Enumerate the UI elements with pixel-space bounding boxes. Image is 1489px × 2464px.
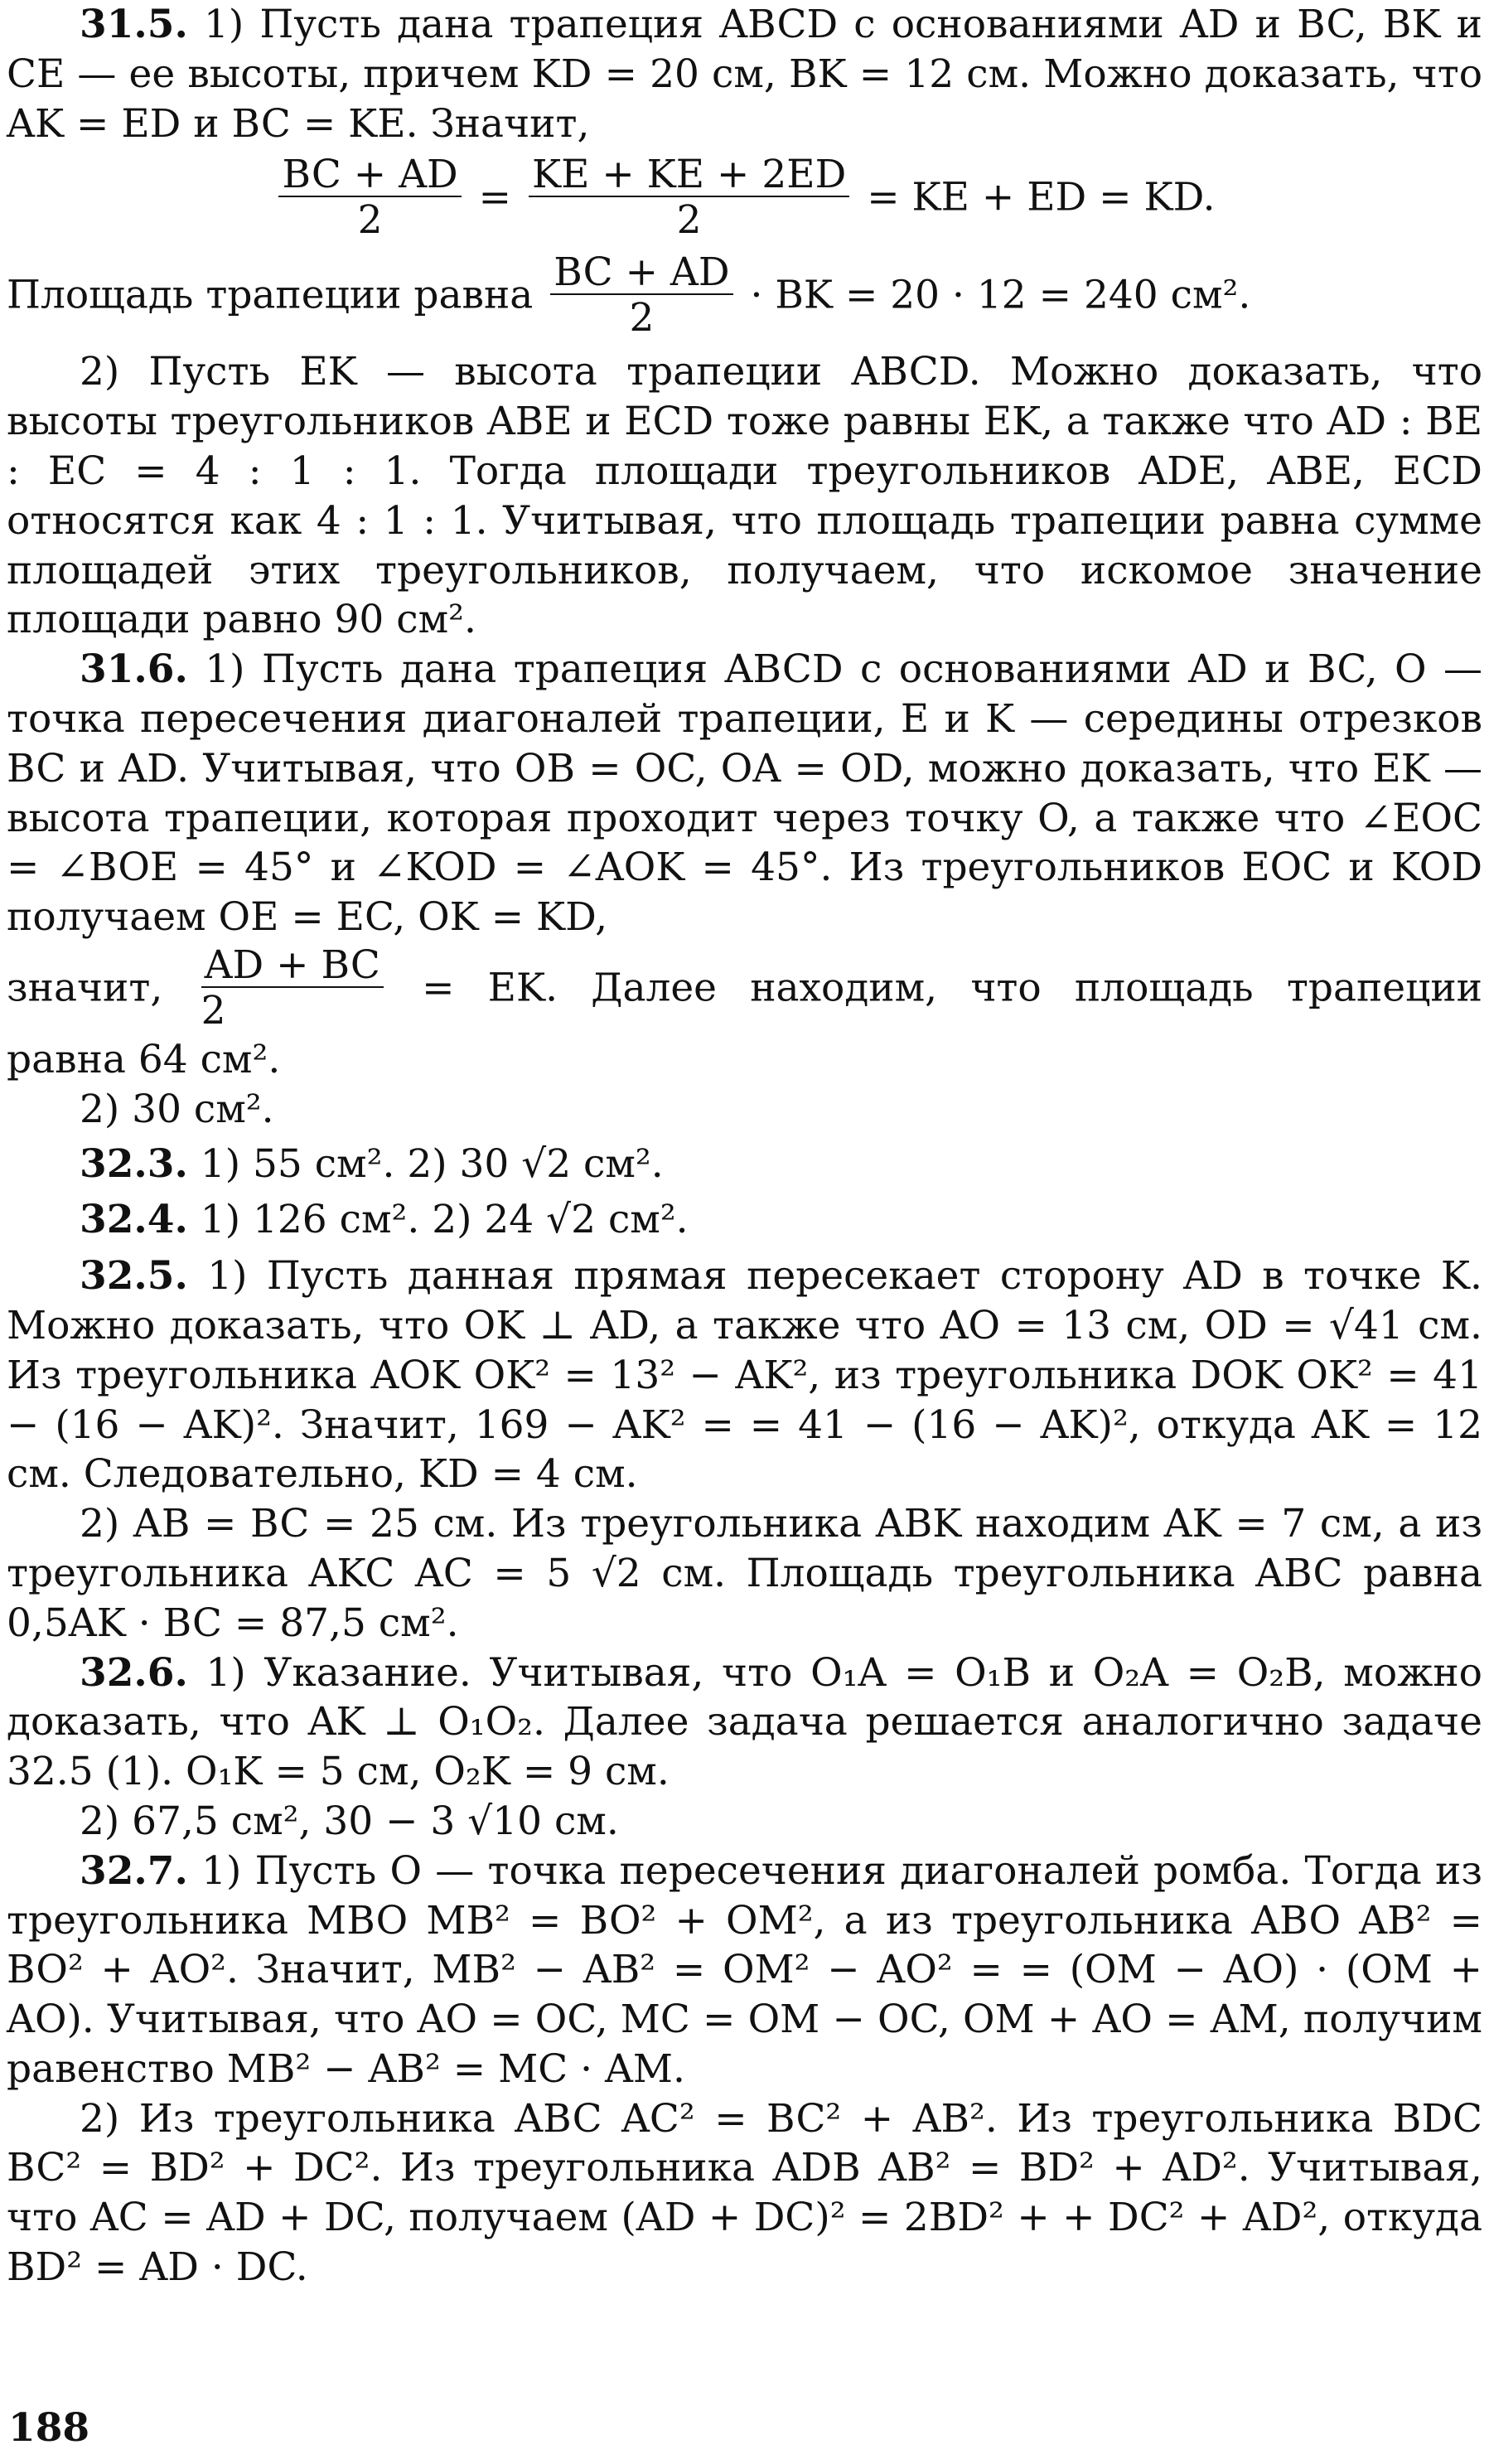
fraction-area [550, 249, 732, 341]
line-text-post: = EK. Далее находим, что площадь трапеции [422, 965, 1482, 1011]
problem-number: 32.6. [80, 1649, 188, 1696]
paragraph-32-6-part-2: 2) 67,5 см², 30 − 3 √10 см. [80, 1798, 619, 1844]
paragraph-31-5-part-2: 2) Пусть EK — высота трапеции ABCD. Можно доказать, что высоты треугольников ABE и ECD тоже равны EK, а также что AD : BE : EC = 4 : 1 : 1. Тогда площади треугольников ADE, ABE, ECD относятся как 4 : 1 : 1. Учитывая, что площадь трапеции равна сумме площадей этих треугольников, получаем, что искомое значение площади равно 90 см². [7, 349, 1482, 643]
paragraph-31-5-part-1 [7, 0, 1482, 148]
fraction-ke-ke-2ed [529, 152, 849, 244]
denominator: 2 [357, 197, 383, 244]
numerator: BC + AD [550, 253, 732, 295]
paragraph-32-5-part-2: 2) AB = BC = 25 см. Из треугольника ABK находим AK = 7 см, а из треугольника AKC AC = 5 √2 см. Площадь треугольника ABC равна 0,5AK · BC = 87,5 см². [7, 1501, 1482, 1646]
problem-number: 32.3. [80, 1140, 188, 1187]
equals-sign: = [478, 174, 512, 220]
paragraph-32-4 [7, 1195, 1482, 1245]
equation-midline [7, 148, 1482, 248]
denominator: 2 [676, 197, 702, 244]
denominator: 2 [201, 987, 226, 1034]
paragraph-32-5-part-1 [7, 1251, 1482, 1499]
paragraph-31-6-part-1 [7, 645, 1482, 942]
numerator: AD + BC [201, 946, 384, 988]
paragraph-text: 1) Пусть дана трапеция ABCD с основаниями AD и BC, BK и CE — ее высоты, причем KD = 20 см, BK = 12 см. Можно доказать, что AK = ED и BC = KE. Значит, [7, 2, 1482, 147]
page-number: 188 [8, 2405, 90, 2451]
paragraph-32-7-part-1 [7, 1847, 1482, 2094]
problem-number: 31.5. [80, 2, 188, 47]
paragraph-text: 1) Пусть O — точка пересечения диагоналей ромба. Тогда из треугольника MBO MB² = BO² + OM², а из треугольника ABO AB² = BO² + AO². Значит, MB² − AB² = OM² − AO² = = (OM − AO) · (OM + AO). Учитывая, что AO = OC, MC = OM − OC, OM + AO = AM, получим равенство MB² − AB² = MC · AM. [7, 1847, 1482, 2092]
numerator: BC + AD [278, 155, 461, 197]
paragraph-31-6-last-line: равна 64 см². [7, 1036, 281, 1082]
equation-rest: = KE + ED = KD. [867, 174, 1216, 220]
problem-number: 32.5. [80, 1253, 188, 1300]
fraction-bc-ad [278, 152, 461, 244]
paragraph-text: 1) 55 см². 2) 30 √2 см². [200, 1140, 664, 1187]
paragraph-31-6-part-2: 2) 30 см². [80, 1086, 274, 1132]
paragraph-32-6-part-1 [7, 1648, 1482, 1797]
paragraph-text: 1) Пусть дана трапеция ABCD с основаниями AD и BC, O — точка пересечения диагоналей трапеции, E и K — середины отрезков BC и AD. Учитывая, что OB = OC, OA = OD, можно доказать, что EK — высота трапеции, которая проходит через точку O, а также что ∠EOC = ∠BOE = 45° и ∠KOD = ∠AOK = 45°. Из треугольников EOC и KOD получаем OE = EC, OK = KD, [7, 646, 1483, 941]
problem-number: 32.4. [80, 1197, 188, 1243]
formula-line-ek [7, 942, 1482, 1035]
area-text-post: · BK = 20 · 12 = 240 см². [750, 272, 1251, 318]
paragraph-32-7-part-2: 2) Из треугольника ABC AC² = BC² + AB². Из треугольника BDC BC² = BD² + DC². Из треугольника ADB AB² = BD² + AD². Учитывая, что AC = AD + DC, получаем (AD + DC)² = 2BD² + + DC² + AD², откуда BD² = AD · DC. [7, 2095, 1482, 2291]
paragraph-32-3 [7, 1140, 1482, 1189]
paragraph-text: 1) Пусть данная прямая пересекает сторону AD в точке K. Можно доказать, что OK ⊥ AD, а также что AO = 13 см, OD = √41 см. Из треугольника AOK OK² = 13² − AK², из треугольника DOK OK² = 41 − (16 − AK)². Значит, 169 − AK² = = 41 − (16 − AK)², откуда AK = 12 см. Следовательно, KD = 4 см. [7, 1253, 1482, 1498]
paragraph-text: 1) 126 см². 2) 24 √2 см². [200, 1197, 689, 1243]
fraction-ad-bc [201, 942, 384, 1034]
area-text-pre: Площадь трапеции равна [7, 272, 534, 318]
denominator: 2 [629, 295, 655, 341]
line-text-pre: значит, [7, 965, 163, 1011]
problem-number: 31.6. [80, 646, 188, 693]
problem-number: 32.7. [80, 1847, 188, 1894]
area-formula-line [7, 248, 1482, 347]
numerator: KE + KE + 2ED [529, 155, 849, 197]
paragraph-text: 1) Указание. Учитывая, что O₁A = O₁B и O₂A = O₂B, можно доказать, что AK ⊥ O₁O₂. Далее задача решается аналогично задаче 32.5 (1). O₁K = 5 см, O₂K = 9 см. [7, 1649, 1482, 1795]
